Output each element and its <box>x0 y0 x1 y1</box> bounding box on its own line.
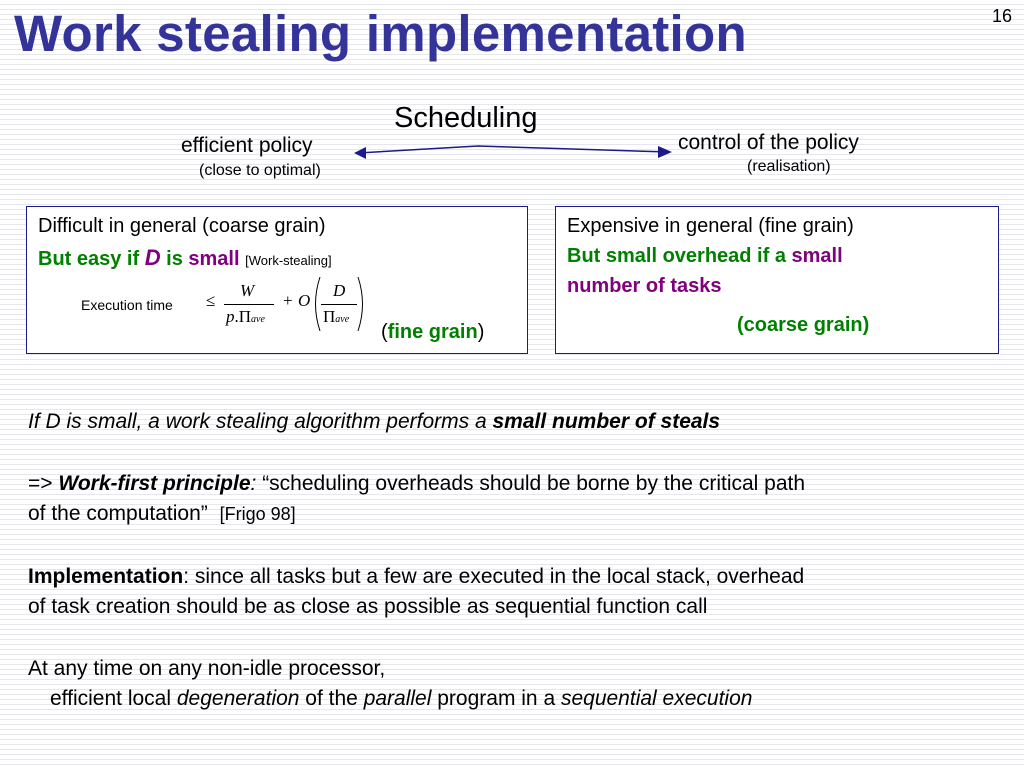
fraction-bar-2 <box>321 304 357 305</box>
easy-if-line <box>38 245 332 271</box>
page-number: 16 <box>991 6 1012 26</box>
small-overhead-line: But small overhead if a small <box>567 245 843 267</box>
difficult-line: Difficult in general (coarse grain) <box>38 215 326 237</box>
work-stealing-ref: [Work-stealing] <box>245 253 332 268</box>
paragraph-any-time: At any time on any non-idle processor, efficient local degeneration of the parallel program in a sequential execution <box>28 657 753 710</box>
expensive-line: Expensive in general (fine grain) <box>567 215 854 237</box>
fine-grain-label: (fine grain) <box>381 321 485 343</box>
big-o: O <box>298 291 311 310</box>
number-of-tasks-line: number of tasks <box>567 275 722 297</box>
leq-symbol: ≤ <box>206 291 216 310</box>
paragraph-small-steals: If D is small, a work stealing algorithm performs a small number of steals <box>28 410 721 433</box>
is-text: is <box>160 248 189 270</box>
left-arrowhead-icon <box>354 147 366 159</box>
small-text: small <box>188 248 240 270</box>
double-arrow-connector <box>350 138 680 162</box>
fraction-bar-1 <box>224 304 274 305</box>
control-policy-label: control of the policy <box>678 131 859 154</box>
paragraph-implementation: Implementation: since all tasks but a few are executed in the local stack, overhead of task creation should be as close as possible as sequential function call <box>28 565 805 618</box>
paragraph-work-first: => Work-first principle: “scheduling overheads should be borne by the critical path of the computation” [Frigo 98] <box>28 472 806 525</box>
execution-time-label: Execution time <box>81 297 173 313</box>
formula-denominator-2: Πave <box>323 307 350 326</box>
formula-denominator-1: p.Πave <box>226 307 265 326</box>
plus-symbol: + <box>283 291 293 310</box>
fine-grain-box <box>26 206 528 354</box>
formula-d: D <box>333 281 346 300</box>
coarse-grain-box <box>555 206 999 354</box>
control-policy-sub: (realisation) <box>747 158 831 175</box>
efficient-policy-label: efficient policy <box>181 134 313 157</box>
coarse-grain-label: (coarse grain) <box>737 314 870 336</box>
frigo-ref: [Frigo 98] <box>219 504 296 524</box>
slide-title: Work stealing implementation <box>14 5 747 62</box>
formula-w: W <box>240 281 255 300</box>
but-easy-if-text: But easy if <box>38 248 145 270</box>
scheduling-label: Scheduling <box>394 102 538 134</box>
right-arrowhead-icon <box>658 146 672 158</box>
efficient-policy-sub: (close to optimal) <box>199 162 321 179</box>
d-variable: D <box>144 245 161 270</box>
